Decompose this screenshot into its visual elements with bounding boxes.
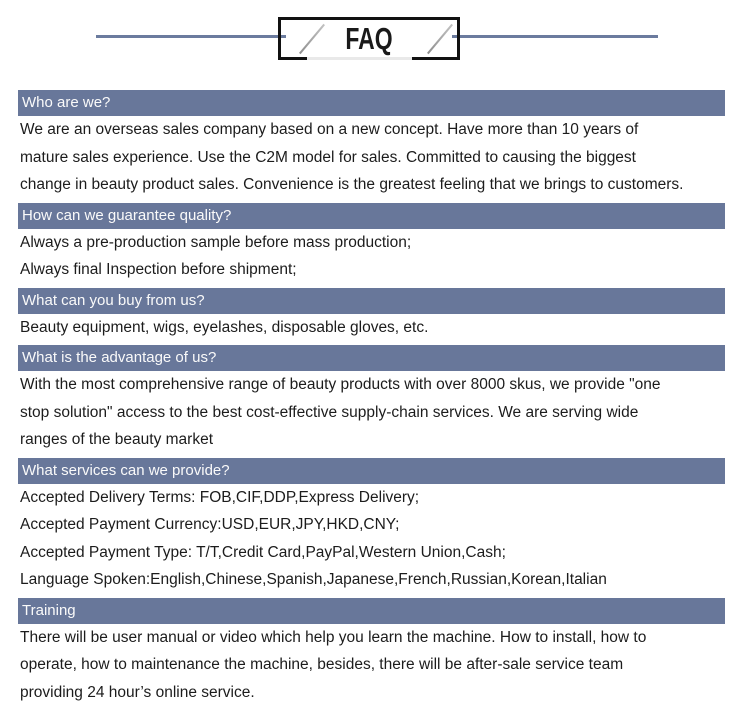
section-title: What can you buy from us?: [18, 288, 725, 314]
body-line: Language Spoken:English,Chinese,Spanish,Japanese,French,Russian,Korean,Italian: [20, 571, 607, 588]
section-body: [18, 314, 725, 346]
body-line: Accepted Payment Currency:USD,EUR,JPY,HKD,CNY;: [20, 516, 400, 533]
faq-title-box: [278, 17, 460, 60]
section-body: [18, 484, 725, 598]
section-title: How can we guarantee quality?: [18, 203, 725, 229]
section-services: [18, 458, 725, 598]
banner-line-left: [96, 35, 286, 38]
section-guarantee-quality: [18, 203, 725, 288]
section-body: [18, 624, 725, 711]
section-body: [18, 116, 725, 203]
body-line: stop solution" access to the best cost-effective supply-chain services. We are serving wide: [20, 403, 639, 421]
body-line: change in beauty product sales. Convenience is the greatest feeling that we brings to customers.: [20, 176, 684, 193]
section-training: [18, 598, 725, 711]
body-line: There will be user manual or video which help you learn the machine. How to install, how to: [20, 628, 647, 646]
page-title: FAQ: [345, 20, 393, 56]
body-line: operate, how to maintenance the machine, besides, there will be after-sale service team: [20, 656, 624, 673]
box-bottom-gap: [307, 57, 412, 60]
section-title: What is the advantage of us?: [18, 345, 725, 371]
section-advantage: [18, 345, 725, 458]
section-title: Training: [18, 598, 725, 624]
banner-line-right: [452, 35, 658, 38]
section-who-are-we: [18, 90, 725, 203]
faq-banner: [0, 0, 750, 90]
body-line: With the most comprehensive range of beauty products with over 8000 skus, we provide "one: [20, 376, 661, 393]
body-line: mature sales experience. Use the C2M model for sales. Committed to causing the biggest: [20, 148, 636, 166]
section-title: What services can we provide?: [18, 458, 725, 484]
body-line: Always a pre-production sample before mass production;: [20, 233, 412, 251]
body-line: providing 24 hour’s online service.: [20, 683, 255, 701]
faq-sections: [18, 90, 725, 710]
section-title: Who are we?: [18, 90, 725, 116]
section-body: [18, 229, 725, 288]
section-body: [18, 371, 725, 458]
body-line: Always final Inspection before shipment;: [20, 261, 297, 278]
section-what-can-you-buy: [18, 288, 725, 346]
body-line: Beauty equipment, wigs, eyelashes, disposable gloves, etc.: [20, 318, 429, 336]
body-line: Accepted Payment Type: T/T,Credit Card,PayPal,Western Union,Cash;: [20, 543, 506, 561]
body-line: Accepted Delivery Terms: FOB,CIF,DDP,Express Delivery;: [20, 488, 420, 506]
body-line: We are an overseas sales company based on a new concept. Have more than 10 years of: [20, 121, 639, 138]
body-line: ranges of the beauty market: [20, 431, 214, 448]
